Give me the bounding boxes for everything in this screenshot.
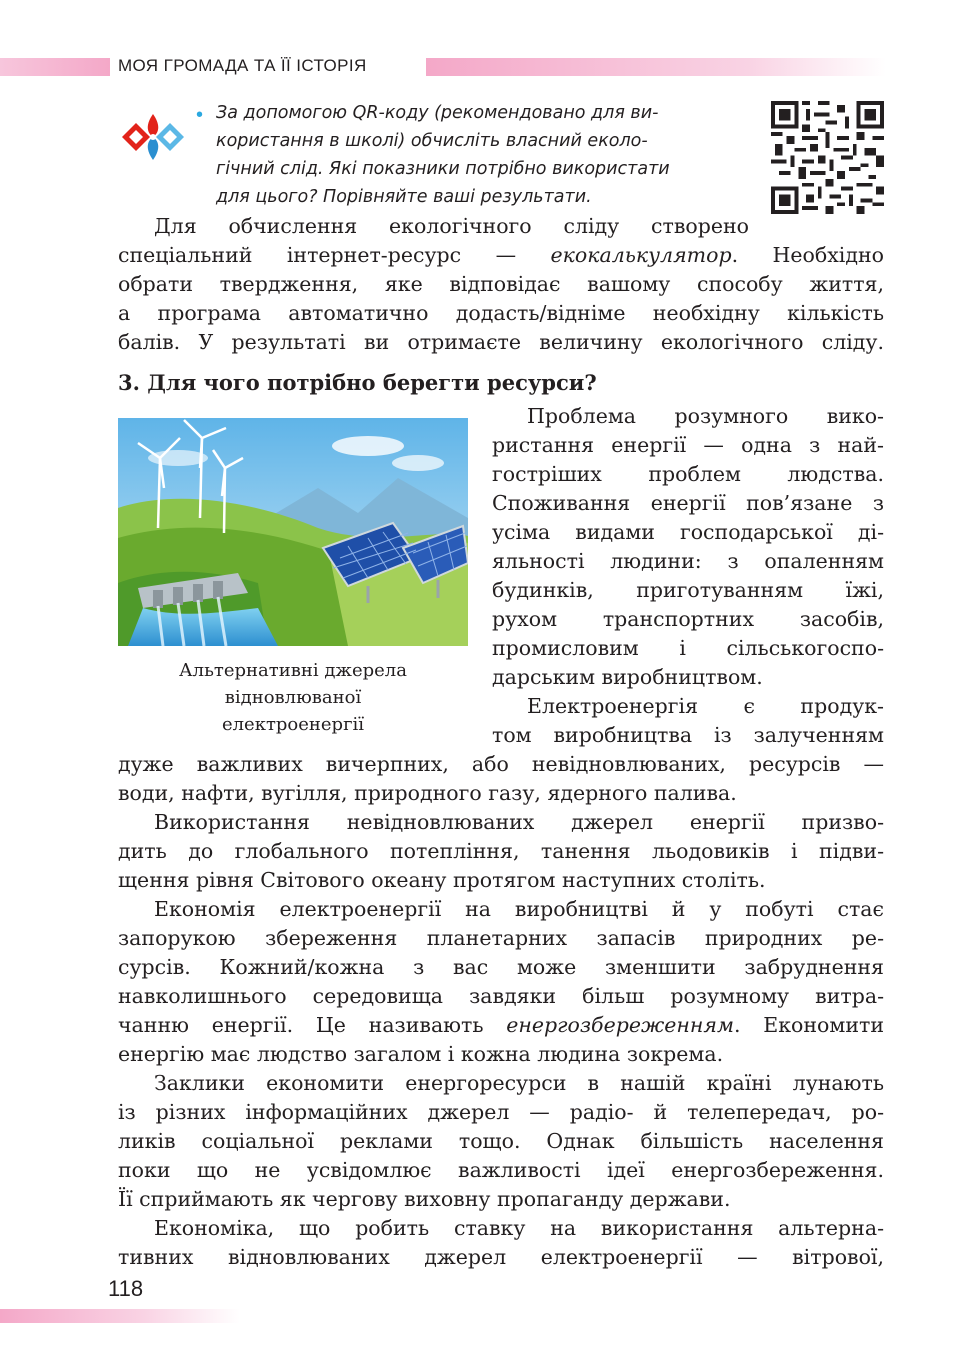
body-line: балів. У результаті ви отримаєте величину екологічного сліду. — [118, 330, 884, 354]
body-line: дарським виробництвом. — [492, 665, 763, 689]
task-text — [216, 99, 756, 211]
term-energy-saving: енергозбереженням — [506, 1013, 734, 1037]
body-line: Використання невідновлюваних джерел енергії призво- — [154, 810, 884, 834]
body-line: дить до глобального потепління, танення льодовиків і підви- — [118, 839, 884, 863]
diamond-flower-icon — [118, 112, 188, 162]
section-title: МОЯ ГРОМАДА ТА ЇЇ ІСТОРІЯ — [118, 56, 367, 75]
figure-caption: Альтернативні джерела відновлюваної електроенергії — [179, 660, 407, 735]
body-line: Для обчислення екологічного сліду створено — [154, 214, 749, 238]
body-line: навколишнього середовища завдяки більш розумному витра- — [118, 984, 884, 1008]
body-line: промисловим і сільськогоспо- — [492, 636, 884, 660]
body-line: сурсів. Кожний/кожна з вас може зменшити забруднення — [118, 955, 884, 979]
page-number: 118 — [108, 1276, 144, 1301]
body-line: ликів соціальної реклами тощо. Однак більшість населення — [118, 1129, 884, 1153]
body-line: спеціальний інтернет-ресурс — екокалькулятор. Необхідно — [118, 243, 884, 267]
body-line: том виробництва із залученням — [492, 723, 884, 747]
body-line: запорукою збереження планетарних запасів природних ре- — [118, 926, 884, 950]
body-line: Заклики економити енергоресурси в нашій країні лунають — [154, 1071, 884, 1095]
task-line: для цього? Порівняйте ваші результати. — [216, 187, 592, 207]
task-line: гічний слід. Які показники потрібно використати — [216, 159, 670, 179]
body-line: яльності людини: з опаленням — [492, 549, 884, 573]
body-line: Проблема розумного вико- — [527, 404, 884, 428]
renewable-energy-illustration — [118, 418, 468, 646]
body-line: води, нафти, вугілля, природного газу, ядерного палива. — [118, 781, 737, 805]
body-line: ристання енергії — одна з най- — [492, 433, 884, 457]
term-ecocalculator: екокалькулятор — [550, 243, 732, 267]
body-line: а програма автоматично додасть/відніме необхідну кількість — [118, 301, 884, 325]
body-line: щення рівня Світового океану протягом наступних століть. — [118, 868, 766, 892]
header-band-left — [0, 58, 110, 76]
qr-code-icon[interactable] — [771, 101, 884, 214]
footer-band — [0, 1309, 240, 1323]
body-line: Споживання енергії пов’язане з — [492, 491, 884, 515]
body-line: дуже важливих вичерпних, або невідновлюваних, ресурсів — — [118, 752, 884, 776]
body-line: гостріших проблем людства. — [492, 462, 884, 486]
header-band-right — [426, 58, 886, 76]
task-line: користання в школі) обчисліть власний еколо- — [216, 131, 648, 151]
section-heading: 3. Для чого потрібно берегти ресурси? — [118, 370, 597, 395]
body-line: енергію має людство загалом і кожна людина зокрема. — [118, 1042, 724, 1066]
body-line: усіма видами господарської ді- — [492, 520, 884, 544]
body-line: Електроенергія є продук- — [527, 694, 884, 718]
body-line: із різних інформаційних джерел — радіо- й телепередач, ро- — [118, 1100, 884, 1124]
body-line: Економія електроенергії на виробництві й у побуті стає — [154, 897, 884, 921]
body-line: обрати твердження, яке відповідає вашому способу життя, — [118, 272, 884, 296]
body-line: поки що не усвідомлює важливості ідеї енергозбереження. — [118, 1158, 884, 1182]
task-line: За допомогою QR-коду (рекомендовано для ви- — [216, 103, 659, 123]
body-line: тивних відновлюваних джерел електроенергії — вітрової, — [118, 1245, 884, 1269]
task-bullet: • — [196, 104, 204, 126]
body-line: чанню енергії. Це називають енергозбереженням. Економити — [118, 1013, 884, 1037]
body-line: будинків, приготуванням їжі, — [492, 578, 884, 602]
body-line: рухом транспортних засобів, — [492, 607, 884, 631]
body-line: Її сприймають як чергову виховну пропаганду держави. — [118, 1187, 731, 1211]
body-line: Економіка, що робить ставку на використання альтерна- — [154, 1216, 884, 1240]
